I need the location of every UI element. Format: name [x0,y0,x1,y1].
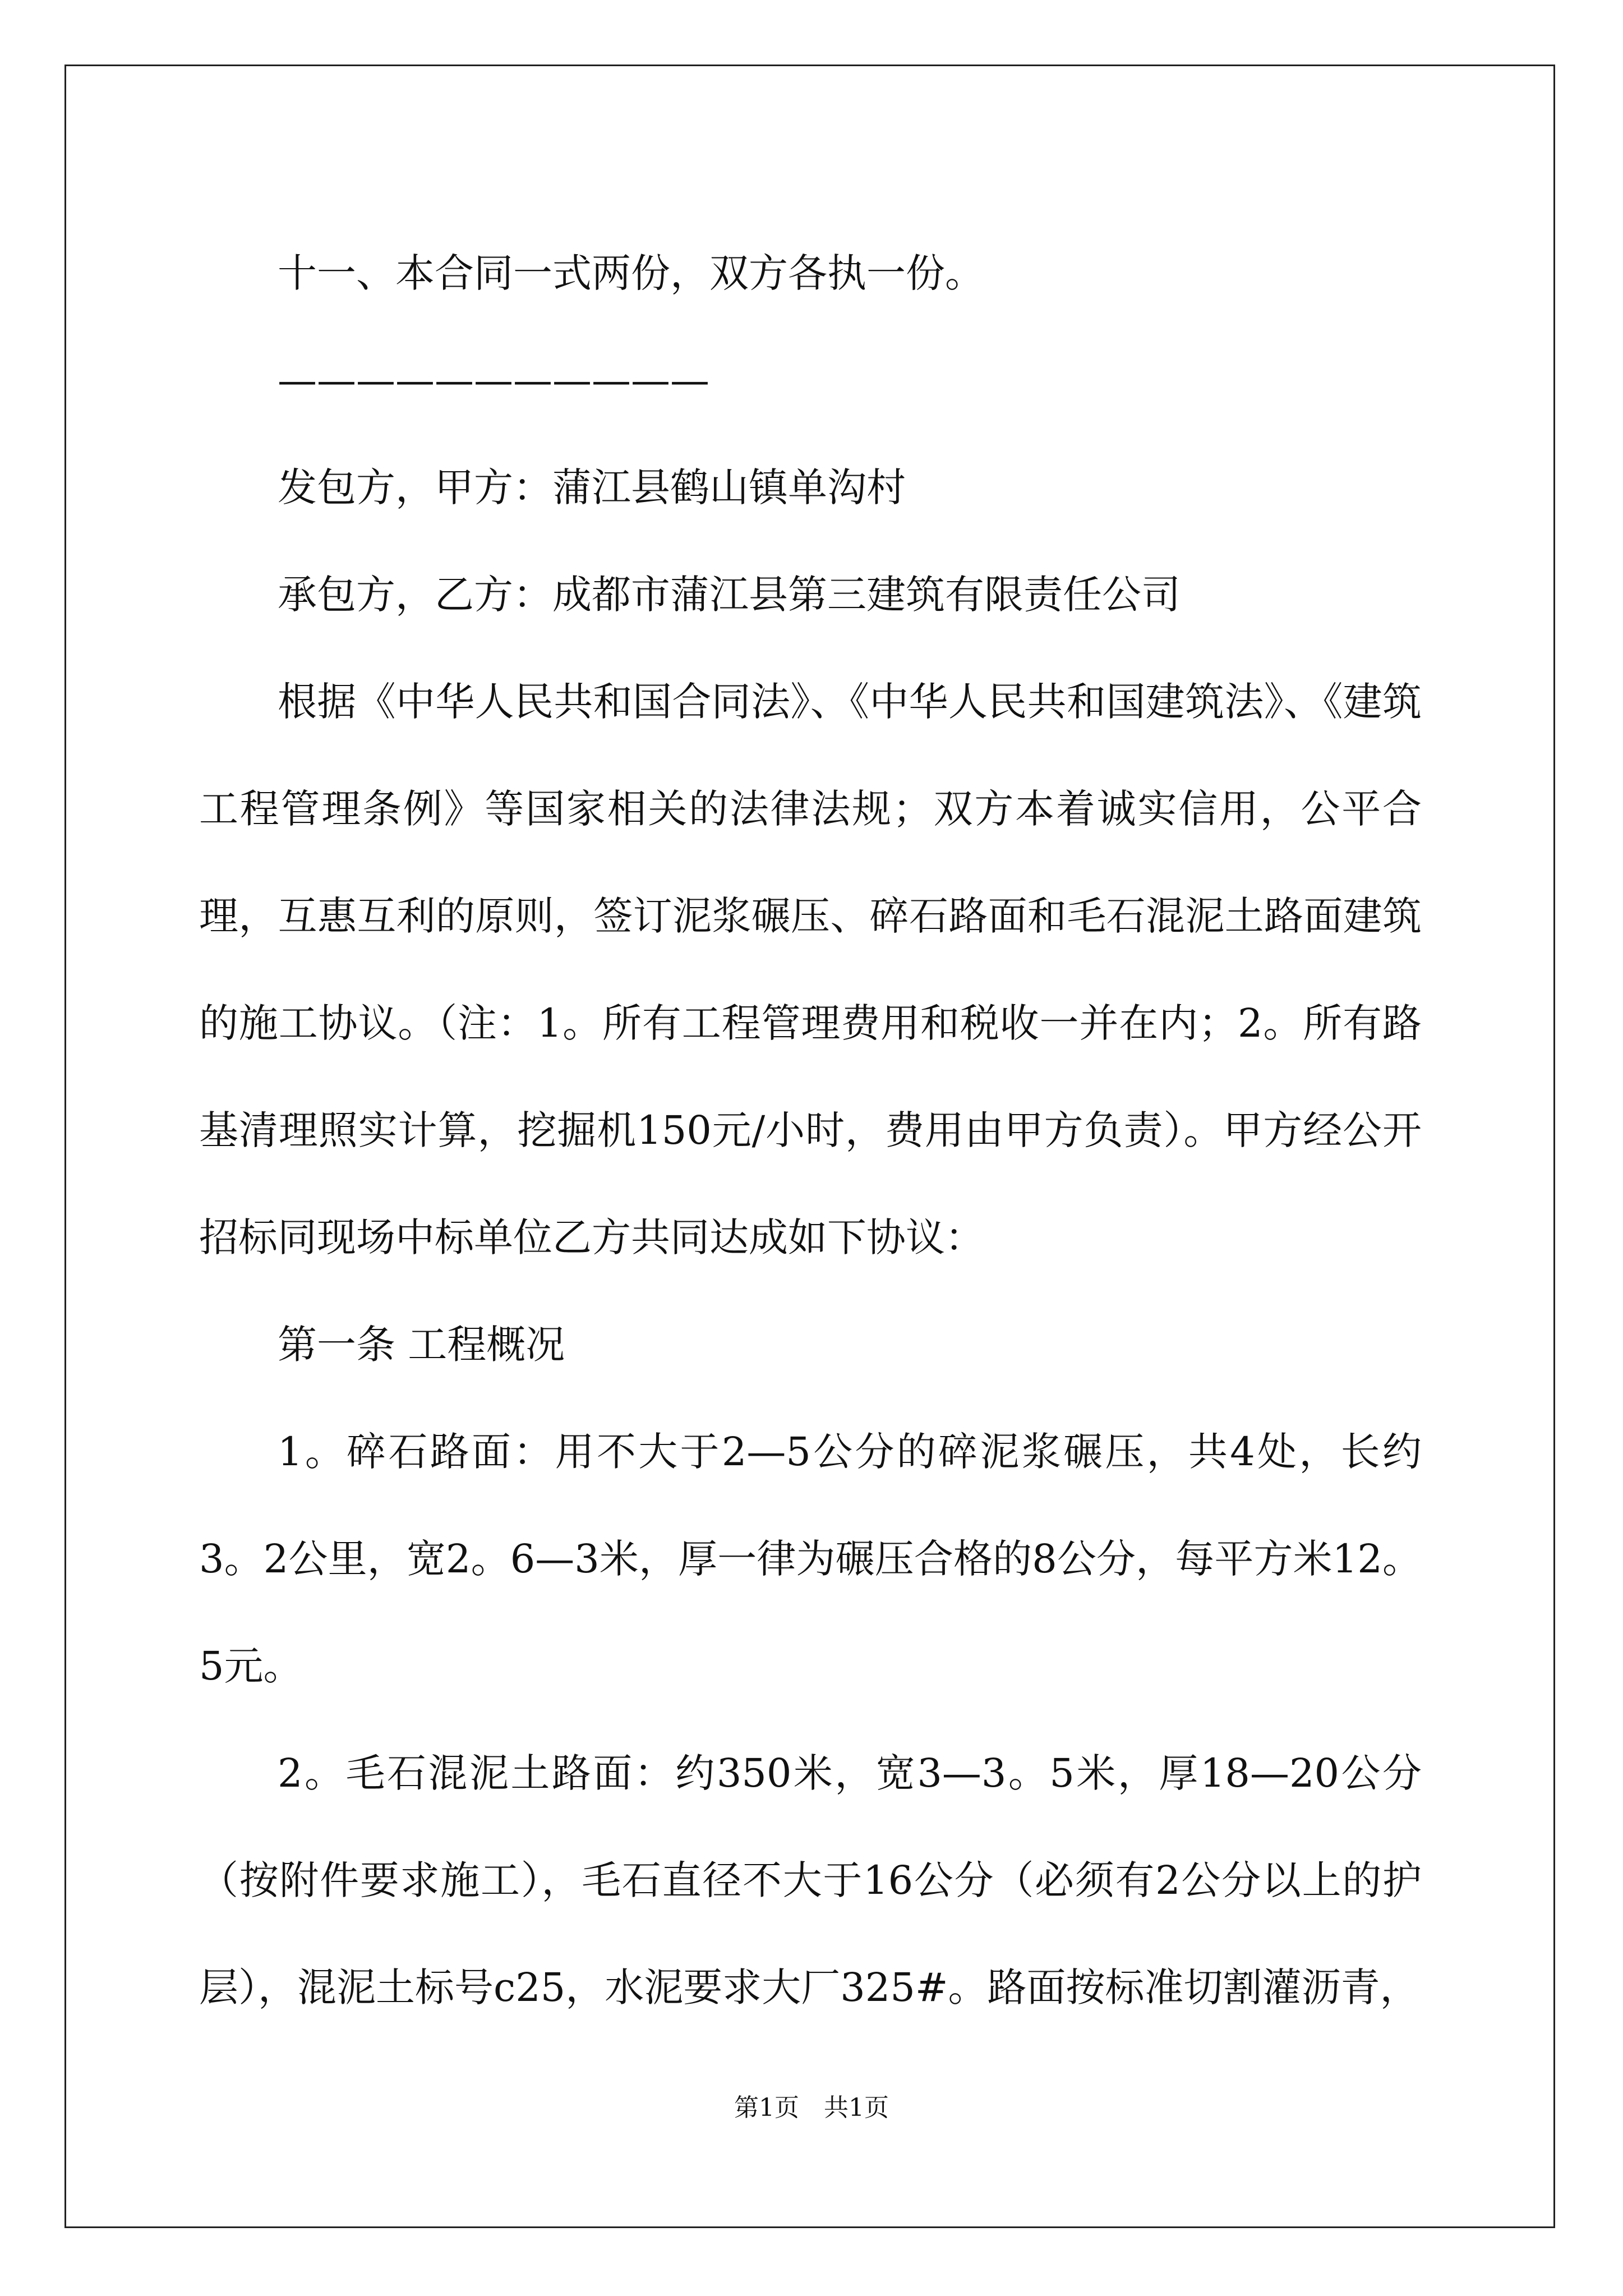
document-body [199,220,1422,2041]
article-one-heading: 第一条 工程概况 [278,1322,565,1368]
separator-line: ——————————— [278,357,709,403]
clause-eleven: 十一、本合同一式两份，双方各执一份。 [278,250,984,296]
party-a-line: 发包方，甲方：蒲江县鹤山镇单沟村 [278,464,906,510]
page-number-footer: 第1页 共1页 [734,2093,889,2122]
gravel-road-paragraph: 1。碎石路面：用不大于2—5公分的碎泥浆碾压，共4处，长约3。2公里，宽2。6—3米，厚一律为碾压合格的8公分，每平方米12。5元。 [199,1429,1422,1689]
party-b-line: 承包方，乙方：成都市蒲江县第三建筑有限责任公司 [278,572,1181,618]
rubble-concrete-paragraph: 2。毛石混泥土路面：约350米，宽3—3。5米，厚18—20公分（按附件要求施工），毛石直径不大于16公分（必须有2公分以上的护层），混泥土标号c25，水泥要求大厂325#。路面按标准切割灌沥青， [199,1750,1422,2010]
preamble-paragraph: 根据《中华人民共和国合同法》、《中华人民共和国建筑法》、《建筑工程管理条例》等国家相关的法律法规；双方本着诚实信用，公平合理，互惠互利的原则，签订泥浆碾压、碎石路面和毛石混泥土路面建筑的施工协议。（注：1。所有工程管理费用和税收一并在内；2。所有路基清理照实计算，挖掘机150元/小时，费用由甲方负责）。甲方经公开招标同现场中标单位乙方共同达成如下协议： [199,679,1422,1260]
